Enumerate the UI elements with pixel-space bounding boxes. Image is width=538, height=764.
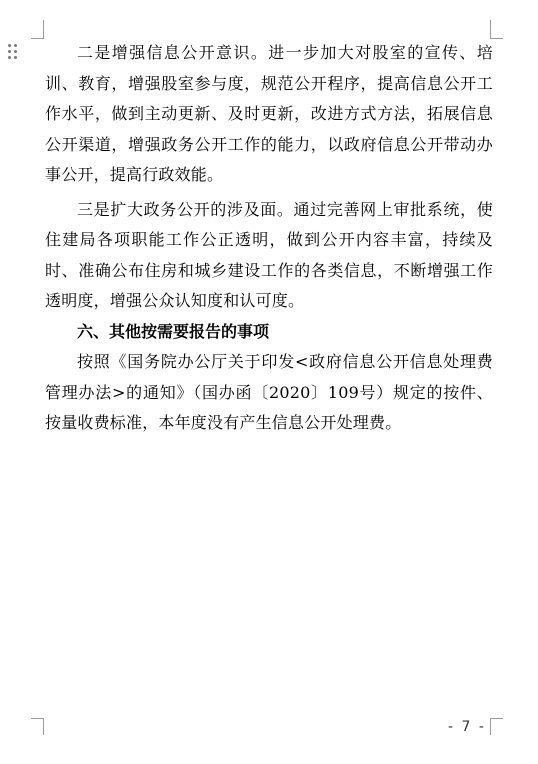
- page-number: - 7 -: [448, 719, 486, 735]
- crop-mark-bottom-right: [490, 718, 503, 735]
- crop-mark-top-left: [31, 20, 44, 39]
- crop-mark-top-right: [490, 20, 503, 39]
- paragraph-fees: 按照《国务院办公厅关于印发<政府信息公开信息处理费管理办法>的通知》（国办函〔2020〕109号）规定的按件、按量收费标准，本年度没有产生信息公开处理费。: [45, 352, 493, 432]
- paragraph-expand-scope: 三是扩大政务公开的涉及面。通过完善网上审批系统，使住建局各项职能工作公正透明，做到公开内容丰富，持续及时、准确公布住房和城乡建设工作的各类信息，不断增强工作透明度，增强公众认知度和认可度。: [45, 199, 493, 310]
- document-body: [45, 38, 493, 439]
- paragraph-information-awareness: 二是增强信息公开意识。进一步加大对股室的宣传、培训、教育，增强股室参与度，规范公开程序，提高信息公开工作水平，做到主动更新、及时更新，改进方式方法，拓展信息公开渠道，增强政务公开工作的能力，以政府信息公开带动办事公开，提高行政效能。: [45, 43, 493, 184]
- drag-handle-icon[interactable]: [8, 44, 18, 60]
- crop-mark-bottom-left: [31, 718, 44, 735]
- section-heading: 六、其他按需要报告的事项: [77, 321, 270, 341]
